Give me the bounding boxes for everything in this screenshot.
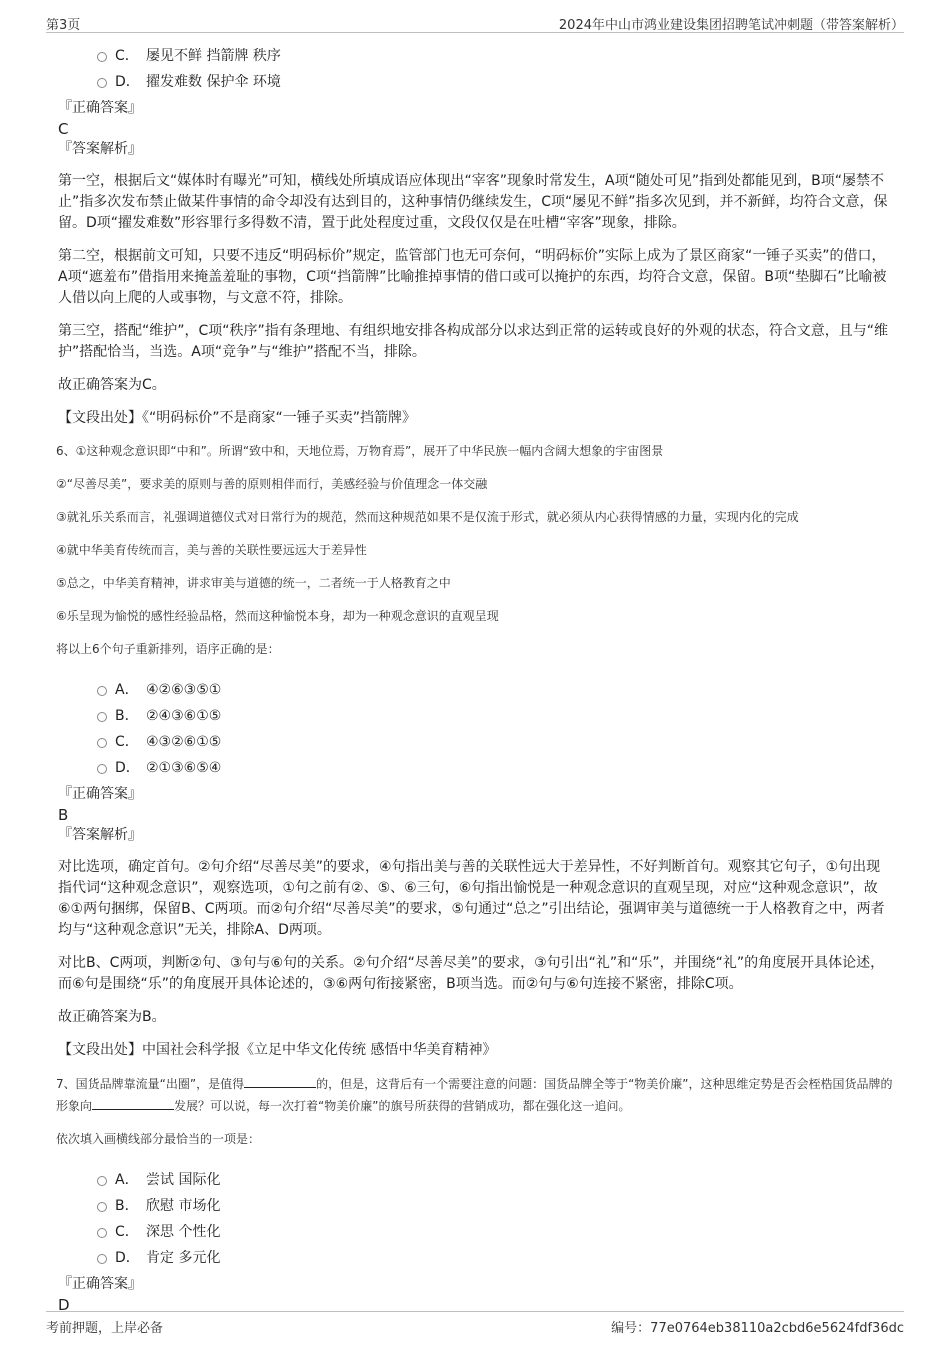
option-text: 屡见不鲜 挡箭牌 秩序 xyxy=(146,48,281,64)
analysis-conclusion: 故正确答案为B。 xyxy=(58,1009,166,1025)
option-text: ②④③⑥①⑤ xyxy=(146,708,222,724)
radio-icon[interactable] xyxy=(97,1202,107,1212)
source-citation: 【文段出处】《“明码标价”不是商家“一锤子买卖”挡箭牌》 xyxy=(58,410,417,426)
q5-options xyxy=(56,44,894,96)
option-a[interactable] xyxy=(56,678,894,704)
option-letter: C． xyxy=(115,48,139,64)
page-footer xyxy=(46,1311,904,1336)
source-citation: 【文段出处】中国社会科学报《立足中华文化传统 感悟中华美育精神》 xyxy=(58,1042,497,1058)
stem-part: 7、国货品牌靠流量“出圈”，是值得 xyxy=(56,1077,245,1091)
page-number: 第3页 xyxy=(46,18,81,33)
option-letter: C． xyxy=(115,1224,139,1240)
option-text: 擢发难数 保护伞 环境 xyxy=(146,74,281,90)
option-text: ②①③⑥⑤④ xyxy=(146,760,222,776)
option-text: 欣慰 市场化 xyxy=(146,1198,221,1214)
stem-part: 的，但是，这背后有一个需要注意的问题：国货品牌全等于“物美价廉”，这种思维定势是否会桎梏国货品牌的形象向 xyxy=(56,1077,893,1113)
option-c[interactable] xyxy=(56,1220,894,1246)
radio-icon[interactable] xyxy=(97,764,107,774)
document-code xyxy=(611,1317,904,1336)
question-line: ②“尽善尽美”，要求美的原则与善的原则相伴而行，美感经验与价值理念一体交融 xyxy=(56,477,488,491)
question-prompt: 将以上6个句子重新排列，语序正确的是： xyxy=(56,642,280,656)
radio-icon[interactable] xyxy=(97,78,107,88)
question-7-stem xyxy=(56,1073,894,1117)
option-text: ④②⑥③⑤① xyxy=(146,682,222,698)
radio-icon[interactable] xyxy=(97,1228,107,1238)
option-letter: A． xyxy=(115,1172,139,1188)
analysis-label: 『答案解析』 xyxy=(58,827,142,843)
option-a[interactable] xyxy=(56,1168,894,1194)
page-content xyxy=(56,44,894,1315)
code-label: 编号： xyxy=(611,1321,651,1336)
answer-label: 『正确答案』 xyxy=(58,100,142,116)
analysis-conclusion: 故正确答案为C。 xyxy=(58,377,166,393)
analysis-paragraph: 对比B、C两项，判断②句、③句与⑥句的关系。②句介绍“尽善尽美”的要求，③句引出“礼”和“乐”，并围绕“礼”的角度展开具体论述，而⑥句是围绕“乐”的角度展开具体论述的，③⑥两句衔接紧密，B项当选。而②句与⑥句连接不紧密，排除C项。 xyxy=(58,955,885,992)
answer-blank xyxy=(92,1095,174,1110)
option-letter: D． xyxy=(115,74,140,90)
radio-icon[interactable] xyxy=(97,686,107,696)
stem-part: 发展？可以说，每一次打着“物美价廉”的旗号所获得的营销成功，都在强化这一追问。 xyxy=(174,1099,631,1113)
q6-options xyxy=(56,678,894,782)
option-text: 深思 个性化 xyxy=(146,1224,221,1240)
analysis-paragraph: 第一空，根据后文“媒体时有曝光”可知，横线处所填成语应体现出“宰客”现象时常发生，A项“随处可见”指到处都能见到，B项“屡禁不止”指多次发布禁止做某件事情的命令却没有达到目的，这种事情仍继续发生，C项“屡见不鲜”指多次见到，并不新鲜，均符合文意，保留。D项“擢发难数”形容罪行多得数不清，置于此处程度过重，文段仅仅是在吐槽“宰客”现象，排除。 xyxy=(58,173,888,231)
option-d[interactable] xyxy=(56,1246,894,1272)
option-letter: B． xyxy=(115,1198,139,1214)
radio-icon[interactable] xyxy=(97,712,107,722)
option-letter: D． xyxy=(115,1250,140,1266)
option-text: 尝试 国际化 xyxy=(146,1172,221,1188)
option-b[interactable] xyxy=(56,704,894,730)
option-letter: A． xyxy=(115,682,139,698)
analysis-paragraph: 第二空，根据前文可知，只要不违反“明码标价”规定，监管部门也无可奈何，“明码标价”实际上成为了景区商家“一锤子买卖”的借口，A项“遮羞布”借指用来掩盖羞耻的事物，C项“挡箭牌”比喻推掉事情的借口或可以掩护的东西，均符合文意，保留。B项“垫脚石”比喻被人借以向上爬的人或事物，与文意不符，排除。 xyxy=(58,248,887,306)
question-line: 6、①这种观念意识即“中和”。所谓“致中和，天地位焉，万物育焉”，展开了中华民族一幅内含阔大想象的宇宙图景 xyxy=(56,444,664,458)
question-line: ④就中华美育传统而言，美与善的关联性要远远大于差异性 xyxy=(56,543,367,557)
question-line: ⑤总之，中华美育精神，讲求审美与道德的统一，二者统一于人格教育之中 xyxy=(56,576,451,590)
question-line: ⑥乐呈现为愉悦的感性经验品格，然而这种愉悦本身，却为一种观念意识的直观呈现 xyxy=(56,609,499,623)
question-line: ③就礼乐关系而言，礼强调道德仪式对日常行为的规范，然而这种规范如果不是仅流于形式，就必须从内心获得情感的力量，实现内化的完成 xyxy=(56,510,799,524)
footer-slogan: 考前押题，上岸必备 xyxy=(46,1321,164,1336)
option-letter: D． xyxy=(115,760,140,776)
option-text: ④③②⑥①⑤ xyxy=(146,734,222,750)
analysis-paragraph: 第三空，搭配“维护”，C项“秩序”指有条理地、有组织地安排各构成部分以求达到正常的运转或良好的外观的状态，符合文意，且与“维护”搭配恰当，当选。A项“竞争”与“维护”搭配不当，排除。 xyxy=(58,323,889,360)
option-d[interactable] xyxy=(56,756,894,782)
option-letter: B． xyxy=(115,708,139,724)
document-title: 2024年中山市鸿业建设集团招聘笔试冲刺题（带答案解析） xyxy=(558,18,904,33)
answer-label: 『正确答案』 xyxy=(58,786,142,802)
option-c[interactable] xyxy=(56,730,894,756)
correct-answer: B xyxy=(58,806,69,824)
correct-answer: C xyxy=(58,120,69,138)
q7-options xyxy=(56,1168,894,1272)
answer-blank xyxy=(244,1073,316,1088)
correct-answer: D xyxy=(58,1296,70,1314)
code-value: 77e0764eb38110a2cbd6e5624fdf36dc xyxy=(650,1321,904,1336)
page-header xyxy=(46,10,904,33)
option-letter: C． xyxy=(115,734,139,750)
option-b[interactable] xyxy=(56,1194,894,1220)
option-text: 肯定 多元化 xyxy=(146,1250,221,1266)
option-d[interactable] xyxy=(56,70,894,96)
radio-icon[interactable] xyxy=(97,1254,107,1264)
question-prompt: 依次填入画横线部分最恰当的一项是： xyxy=(56,1132,261,1146)
radio-icon[interactable] xyxy=(97,738,107,748)
analysis-label: 『答案解析』 xyxy=(58,141,142,157)
radio-icon[interactable] xyxy=(97,52,107,62)
option-c[interactable] xyxy=(56,44,894,70)
question-6 xyxy=(56,441,894,660)
radio-icon[interactable] xyxy=(97,1176,107,1186)
answer-label: 『正确答案』 xyxy=(58,1276,142,1292)
analysis-paragraph: 对比选项，确定首句。②句介绍“尽善尽美”的要求，④句指出美与善的关联性远大于差异性，不好判断首句。观察其它句子，①句出现指代词“这种观念意识”，观察选项，①句之前有②、⑤、⑥三句，⑥句指出愉悦是一种观念意识的直观呈现，对应“这种观念意识”，故⑥①两句捆绑，保留B、C两项。而②句介绍“尽善尽美”的要求，⑤句通过“总之”引出结论，强调审美与道德统一于人格教育之中，两者均与“这种观念意识”无关，排除A、D两项。 xyxy=(58,859,885,938)
